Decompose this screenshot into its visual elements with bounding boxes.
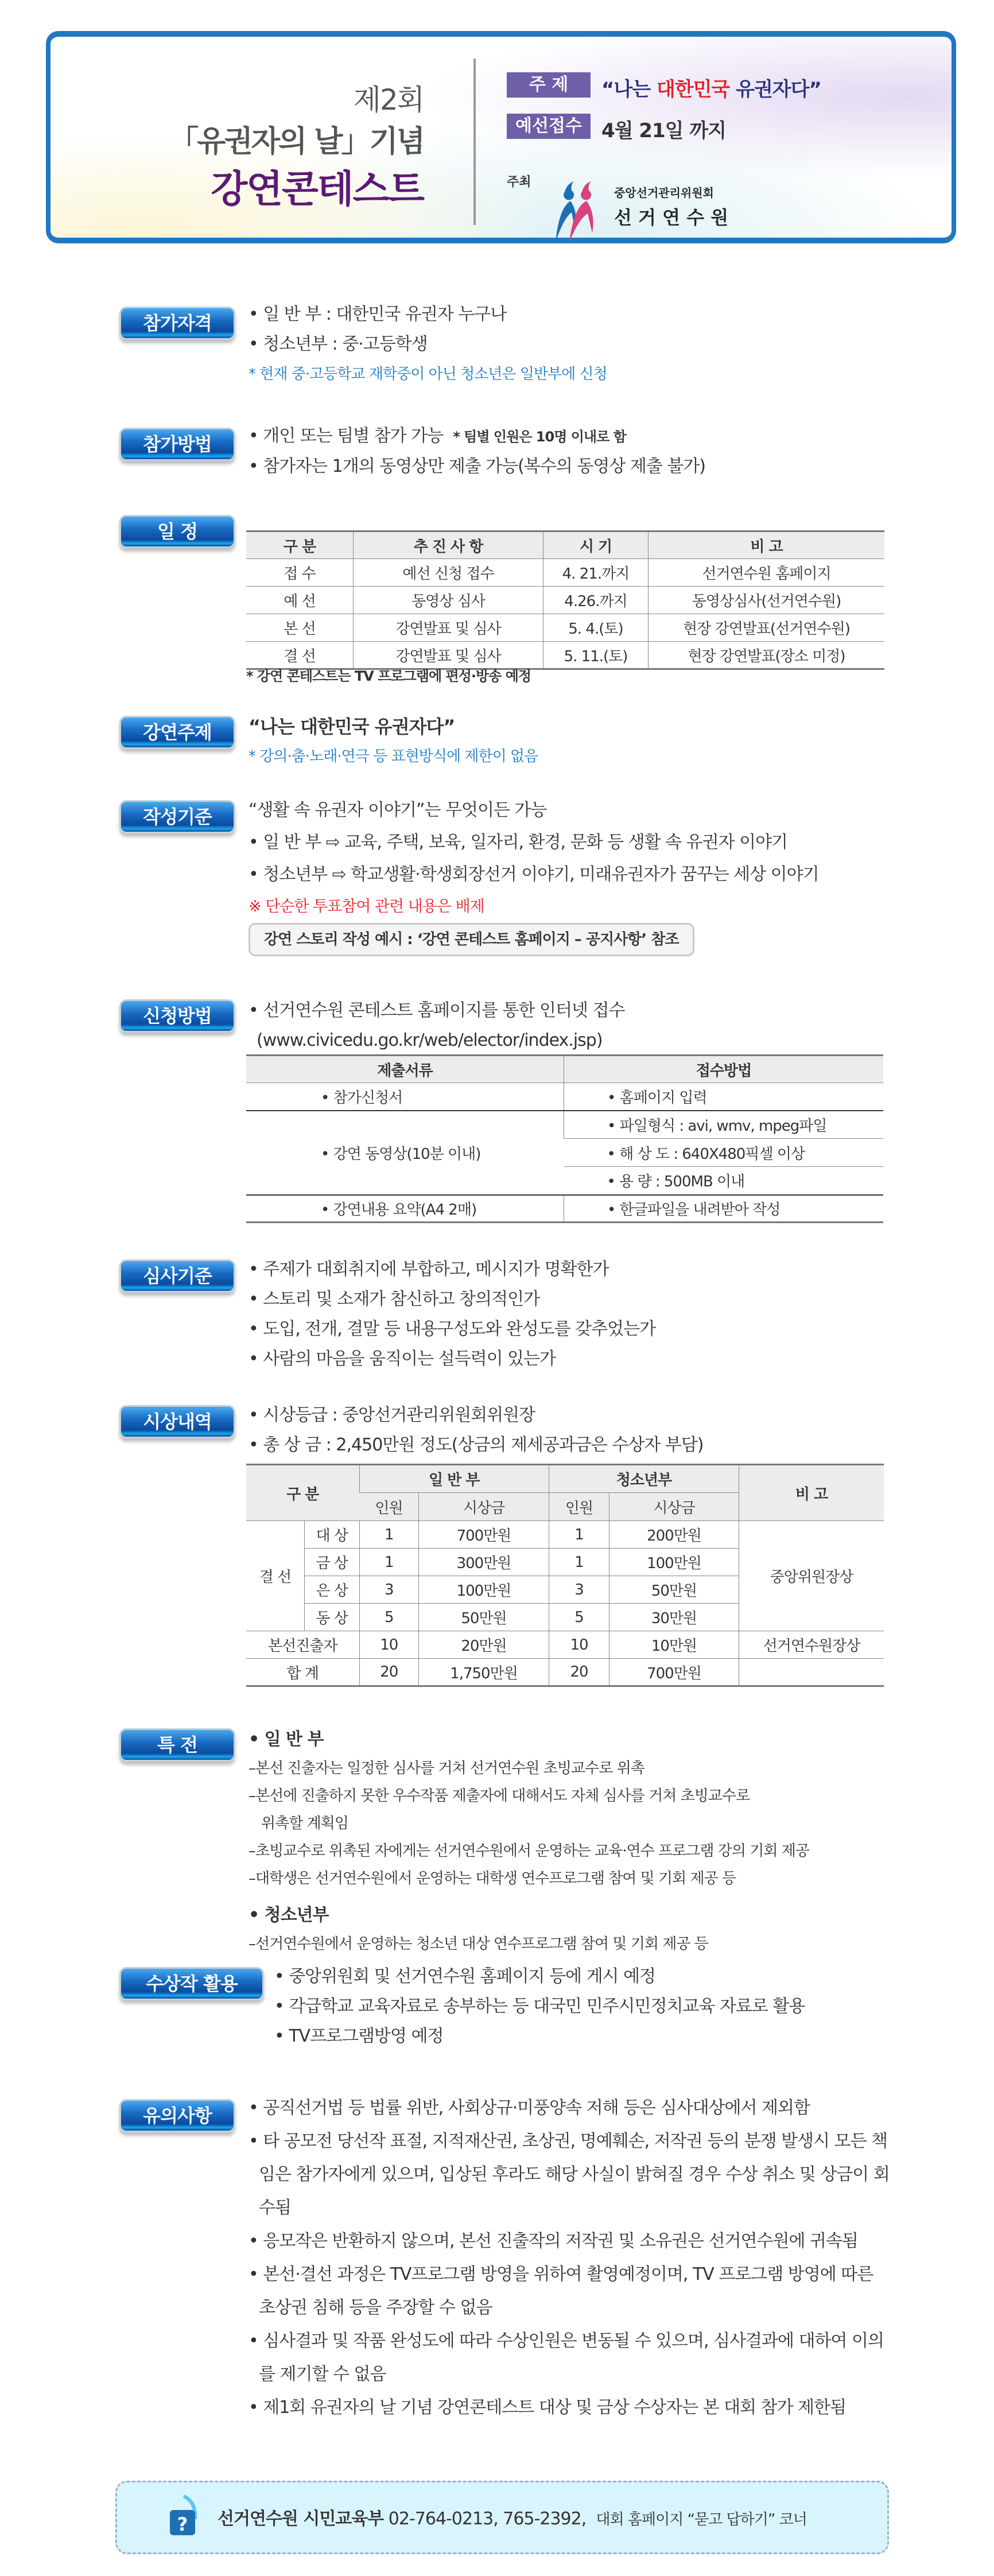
benefit-item: –선거연수원에서 운영하는 청소년 대상 연수프로그램 참여 및 기회 제공 등	[248, 1935, 708, 1953]
section-label-cautions: 유의사항	[119, 2099, 235, 2132]
prize-table	[246, 1464, 884, 1687]
cell: 합 계	[246, 1659, 359, 1686]
prizes-item: • 시상등급 : 중앙선거관리위원회위원장	[248, 1405, 535, 1425]
cell: 금 상	[305, 1549, 360, 1576]
method-content	[248, 421, 891, 482]
host-label: 주최	[507, 175, 531, 189]
theme-badge: 주 제	[507, 72, 591, 98]
cell: 결 선	[246, 642, 354, 669]
subtitle-text: 「유권자의 날」기념	[169, 125, 424, 159]
table-row	[246, 1659, 884, 1686]
theme-part: “나는	[601, 78, 657, 101]
cell: • 참가신청서	[246, 1083, 564, 1111]
cell: 700만원	[419, 1521, 549, 1549]
cell: 50만원	[609, 1576, 739, 1604]
section-label-eligibility: 참가자격	[119, 307, 235, 340]
cell: 5	[549, 1604, 609, 1631]
section-label-apply: 신청방법	[119, 999, 235, 1033]
eligibility-note: * 현재 중·고등학교 재학중이 아닌 청소년은 일반부에 신청	[248, 366, 607, 383]
judging-item: • 스토리 및 소재가 참신하고 창의적인가	[248, 1289, 540, 1309]
host-org: 중앙선거관리위원회	[614, 186, 714, 200]
caution-item: • 제1회 유권자의 날 기념 강연콘테스트 대상 및 금상 수상자는 본 대회 참가 제한됨	[248, 2397, 847, 2418]
cell: 50만원	[419, 1604, 549, 1631]
col-header: 시상금	[419, 1493, 549, 1521]
schedule-table	[246, 530, 884, 670]
eligibility-content	[248, 300, 891, 389]
table-row	[246, 587, 884, 614]
cell: • 파일형식 : avi, wmv, mpeg파일	[564, 1111, 884, 1139]
benefits-general-title: • 일 반 부	[248, 1729, 324, 1749]
header-divider	[473, 59, 476, 225]
benefit-item: –대학생은 선거연수원에서 운영하는 대학생 연수프로그램 참여 및 기회 제공 등	[248, 1870, 736, 1887]
benefit-item: –본선에 진출하지 못한 우수작품 제출자에 대해서도 자체 심사를 거쳐 초빙교수로	[248, 1787, 750, 1805]
cell	[739, 1659, 884, 1686]
usage-item: • 중앙위원회 및 선거연수원 홈페이지 등에 게시 예정	[274, 1966, 656, 1987]
usage-content	[274, 1962, 894, 2051]
benefits-youth-title: • 청소년부	[248, 1905, 329, 1925]
cell: 예 선	[246, 587, 354, 614]
cell: 20	[359, 1659, 419, 1686]
col-header: 인원	[359, 1493, 419, 1521]
col-header: 청소년부	[549, 1465, 739, 1493]
section-label-schedule: 일 정	[119, 515, 235, 548]
apply-content	[248, 996, 891, 1056]
cell: 4. 21.까지	[543, 559, 649, 587]
cell: 1,750만원	[419, 1659, 549, 1686]
cell: 선거연수원장상	[739, 1631, 884, 1659]
event-title: 강연콘테스트	[211, 167, 424, 211]
col-header: 제출서류	[246, 1056, 564, 1083]
cell: 10	[549, 1631, 609, 1659]
col-header: 시상금	[609, 1493, 739, 1521]
cell: 강연발표 및 심사	[354, 614, 543, 642]
col-header: 접수방법	[564, 1056, 884, 1083]
usage-item: • 각급학교 교육자료로 송부하는 등 대국민 민주시민정치교육 자료로 활용	[274, 1996, 805, 2016]
cell: 예선 신청 접수	[354, 559, 543, 587]
cell: 5. 11.(토)	[543, 642, 649, 669]
writing-item: • 청소년부 ⇨ 학교생활·학생회장선거 이야기, 미래유권자가 꿈꾸는 세상 이야기	[248, 864, 819, 884]
writing-intro: “생활 속 유권자 이야기”는 무엇이든 가능	[248, 800, 547, 820]
section-label-prizes: 시상내역	[119, 1405, 235, 1438]
col-header: 구 분	[246, 1465, 359, 1521]
cell: 100만원	[419, 1576, 549, 1604]
cell: 20만원	[419, 1631, 549, 1659]
cell: 본선진출자	[246, 1631, 359, 1659]
contact-text	[218, 2504, 807, 2530]
cell: • 강연 동영상(10분 이내)	[246, 1111, 564, 1195]
cell: 1	[359, 1521, 419, 1549]
contact-phones: 02-764-0213, 765-2392,	[388, 2509, 587, 2529]
cell: 현장 강연발표(선거연수원)	[649, 614, 885, 642]
cell: • 강연내용 요약(A4 2매)	[246, 1195, 564, 1223]
cell: 700만원	[609, 1659, 739, 1686]
cell: 20	[549, 1659, 609, 1686]
col-header: 비 고	[649, 532, 885, 559]
cell: 30만원	[609, 1604, 739, 1631]
col-header: 비 고	[739, 1465, 884, 1521]
theme-part: 유권자다”	[729, 78, 821, 101]
cell: 5. 4.(토)	[543, 614, 649, 642]
method-note: * 팀별 인원은 10명 이내로 함	[453, 429, 626, 445]
cell: • 해 상 도 : 640X480픽셀 이상	[564, 1139, 884, 1167]
svg-text:?: ?	[177, 2513, 188, 2535]
apply-text: • 선거연수원 콘테스트 홈페이지를 통한 인터넷 접수	[248, 1000, 625, 1021]
table-row	[246, 1083, 883, 1111]
phone-help-icon	[166, 2494, 207, 2546]
schedule-note: * 강연 콘테스트는 TV 프로그램에 편성·방송 예정	[246, 668, 531, 684]
writing-example-box: 강연 스토리 작성 예시 : ‘강연 콘테스트 홈페이지 – 공지사항’ 참조	[248, 923, 694, 956]
caution-item: • 응모작은 반환하지 않으며, 본선 진출작의 저작권 및 소유권은 선거연수원에 귀속됨	[248, 2231, 858, 2251]
contact-box	[115, 2481, 889, 2554]
cell: 5	[359, 1604, 419, 1631]
table-row	[246, 1521, 884, 1549]
cell: 중앙위원장상	[739, 1521, 884, 1631]
caution-item: • 타 공모전 당선작 표절, 지적재산권, 초상권, 명예훼손, 저작권 등의 분쟁 발생시 모든 책임은 참가자에게 있으며, 입상된 후라도 해당 사실이 밝혀질 경우 수상 취소 및 상금이 회수됨	[248, 2131, 890, 2218]
benefit-item: –초빙교수로 위촉된 자에게는 선거연수원에서 운영하는 교육·연수 프로그램 강의 기회 제공	[248, 1842, 809, 1860]
edition-text: 제2회	[353, 83, 424, 117]
benefit-item: 위촉할 계획임	[261, 1815, 348, 1832]
cell: 접 수	[246, 559, 354, 587]
cell: 동영상 심사	[354, 587, 543, 614]
event-header-banner	[46, 31, 956, 243]
col-header: 일 반 부	[359, 1465, 549, 1493]
writing-warning: ※ 단순한 투표참여 관련 내용은 배제	[248, 898, 484, 915]
cell: 대 상	[305, 1521, 360, 1549]
cell: 300만원	[419, 1549, 549, 1576]
eligibility-item: • 청소년부 : 중·고등학생	[248, 334, 428, 354]
table-row	[246, 1111, 883, 1139]
section-label-method: 참가방법	[119, 428, 235, 461]
judging-item: • 도입, 전개, 결말 등 내용구성도와 완성도를 갖추었는가	[248, 1319, 656, 1339]
caution-item: • 본선·결선 과정은 TV프로그램 방영을 위하여 촬영예정이며, TV 프로그램 방영에 따른 초상권 침해 등을 주장할 수 없음	[248, 2264, 873, 2318]
col-header: 구 분	[246, 532, 354, 559]
cell: 200만원	[609, 1521, 739, 1549]
cautions-content	[248, 2092, 891, 2424]
section-label-judging: 심사기준	[119, 1259, 235, 1293]
judging-item: • 사람의 마음을 움직이는 설득력이 있는가	[248, 1349, 556, 1369]
benefits-content	[248, 1725, 891, 1958]
col-header: 시 기	[543, 532, 649, 559]
col-header: 인원	[549, 1493, 609, 1521]
deadline-text: 4월 21일 까지	[601, 119, 727, 142]
topic-note: * 강의·춤·노래·연극 등 표현방식에 제한이 없음	[248, 748, 538, 765]
section-label-writing-criteria: 작성기준	[119, 800, 235, 833]
usage-item: • TV프로그램방영 예정	[274, 2026, 444, 2046]
prizes-item: • 총 상 금 : 2,450만원 정도(상금의 제세공과금은 수상자 부담)	[248, 1435, 704, 1455]
apply-url-link[interactable]: (www.civicedu.go.kr/web/elector/index.jsp)	[257, 1030, 603, 1050]
judging-item: • 주제가 대회취지에 부합하고, 메시지가 명확한가	[248, 1259, 609, 1279]
table-row	[246, 1631, 884, 1659]
cell: 10	[359, 1631, 419, 1659]
cell: 3	[549, 1576, 609, 1604]
cell: 1	[549, 1549, 609, 1576]
cell: 동 상	[305, 1604, 360, 1631]
cell: 1	[549, 1521, 609, 1549]
cell: 결 선	[246, 1521, 305, 1631]
table-row	[246, 614, 884, 642]
writing-criteria-content	[248, 794, 891, 956]
caution-item: • 심사결과 및 작품 완성도에 따라 수상인원은 변동될 수 있으며, 심사결과에 대하여 이의를 제기할 수 없음	[248, 2331, 884, 2384]
contact-homepage: 대회 홈페이지 “묻고 답하기” 코너	[596, 2511, 807, 2528]
table-row	[246, 559, 884, 587]
topic-text: “나는 대한민국 유권자다”	[248, 716, 455, 738]
cell: 동영상심사(선거연수원)	[649, 587, 885, 614]
cell: 1	[359, 1549, 419, 1576]
cell: 본 선	[246, 614, 354, 642]
cell: 3	[359, 1576, 419, 1604]
deadline-badge: 예선접수	[507, 114, 591, 139]
caution-item: • 공직선거법 등 법률 위반, 사회상규·미풍양속 저해 등은 심사대상에서 제외함	[248, 2098, 810, 2118]
cell: 4.26.까지	[543, 587, 649, 614]
section-label-topic: 강연주제	[119, 716, 235, 749]
table-row	[246, 1195, 883, 1223]
prizes-content	[248, 1400, 891, 1460]
col-header: 추 진 사 항	[354, 532, 543, 559]
judging-content	[248, 1255, 891, 1374]
section-label-benefits: 특 전	[119, 1728, 235, 1762]
method-item: • 참가자는 1개의 동영상만 제출 가능(복수의 동영상 제출 불가)	[248, 456, 705, 476]
cell: 10만원	[609, 1631, 739, 1659]
theme-text	[601, 73, 821, 102]
method-item: • 개인 또는 팀별 참가 가능	[248, 426, 444, 446]
cell: 강연발표 및 심사	[354, 642, 543, 669]
writing-item: • 일 반 부 ⇨ 교육, 주택, 보육, 일자리, 환경, 문화 등 생활 속 유권자 이야기	[248, 832, 788, 852]
host-name: 선 거 연 수 원	[614, 207, 729, 228]
theme-part-highlight: 대한민국	[656, 78, 730, 101]
cell: 선거연수원 홈페이지	[649, 559, 885, 587]
contact-org: 선거연수원 시민교육부	[218, 2509, 384, 2529]
section-label-usage: 수상작 활용	[119, 1967, 264, 2000]
apply-table	[246, 1054, 883, 1223]
cell: • 홈페이지 입력	[564, 1083, 884, 1111]
election-training-institute-logo-icon	[554, 180, 612, 243]
cell: • 용 량 : 500MB 이내	[564, 1167, 884, 1195]
benefit-item: –본선 진출자는 일정한 심사를 거쳐 선거연수원 초빙교수로 위촉	[248, 1760, 644, 1777]
cell: 은 상	[305, 1576, 360, 1604]
cell: 현장 강연발표(장소 미정)	[649, 642, 885, 669]
cell: • 한글파일을 내려받아 작성	[564, 1195, 884, 1223]
eligibility-item: • 일 반 부 : 대한민국 유권자 누구나	[248, 304, 507, 324]
cell: 100만원	[609, 1549, 739, 1576]
topic-content	[248, 712, 891, 771]
